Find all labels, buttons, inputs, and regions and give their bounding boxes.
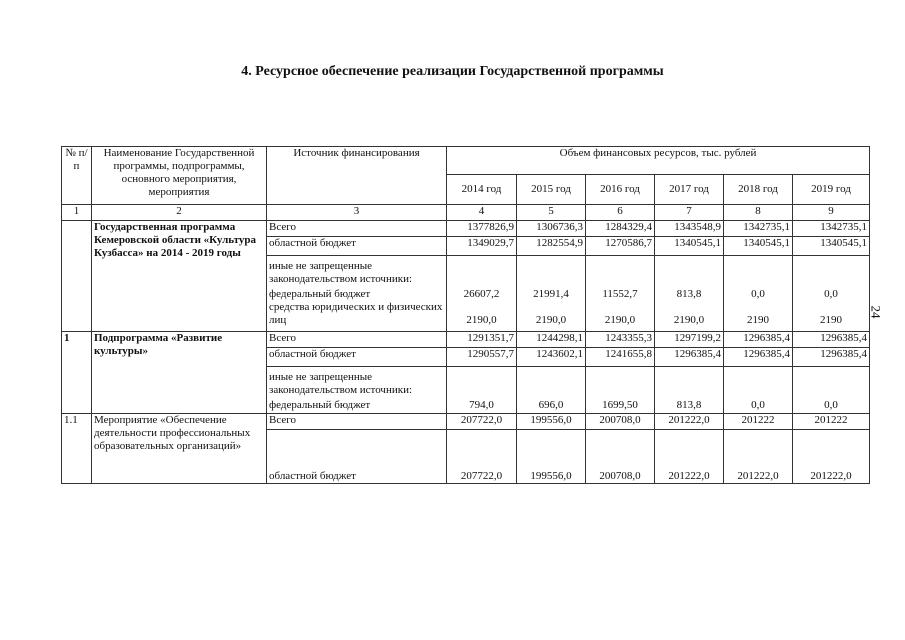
value-cell: 199556,0	[517, 430, 586, 484]
value-cell: 201222	[724, 414, 793, 430]
value-cell: 1377826,9	[447, 221, 517, 237]
value-cell: 813,8	[676, 287, 702, 300]
m11-num: 1.1	[62, 414, 92, 484]
value-cell: 1296385,4	[724, 332, 793, 348]
source-label: федеральный бюджет	[269, 287, 371, 300]
source-label: иные не запрещенные законодательством источники:	[267, 367, 447, 399]
value-cell: 1243355,3	[586, 332, 655, 348]
program-name: Государственная программа Кемеровской области «Культура Кузбасса» на 2014 - 2019 годы	[92, 221, 267, 332]
value-cell: 201222	[793, 414, 870, 430]
value-cell: 1270586,7	[586, 237, 655, 256]
value-cell: 1306736,3	[517, 221, 586, 237]
source-label: Всего	[267, 221, 447, 237]
resource-table	[61, 146, 870, 484]
value-cell: 2190	[820, 313, 843, 326]
value-cell: 1243602,1	[517, 348, 586, 367]
value-cell: 1342735,1	[724, 221, 793, 237]
header-year: 2017 год	[655, 175, 724, 205]
value-cell: 1291351,7	[447, 332, 517, 348]
source-label: областной бюджет	[267, 237, 447, 256]
value-cell: 1296385,4	[655, 348, 724, 367]
value-cell: 1284329,4	[586, 221, 655, 237]
value-cell: 1290557,7	[447, 348, 517, 367]
col-number: 7	[655, 205, 724, 221]
value-cell: 207722,0	[447, 414, 517, 430]
col-number: 3	[267, 205, 447, 221]
value-cell: 1297199,2	[655, 332, 724, 348]
source-label: областной бюджет	[267, 430, 447, 484]
value-cell: 199556,0	[517, 414, 586, 430]
program-num	[62, 221, 92, 332]
value-pair	[655, 288, 724, 332]
col-number: 5	[517, 205, 586, 221]
value-cell: 207722,0	[447, 430, 517, 484]
value-cell: 1340545,1	[793, 237, 870, 256]
m11-name: Мероприятие «Обеспечение деятельности профессиональных образовательных организаций»	[92, 414, 267, 484]
value-cell: 1296385,4	[724, 348, 793, 367]
value-cell: 1244298,1	[517, 332, 586, 348]
value-cell: 200708,0	[586, 430, 655, 484]
source-label: Всего	[267, 332, 447, 348]
value-cell: 21991,4	[533, 287, 569, 300]
source-label: иные не запрещенные законодательством источники:	[267, 256, 447, 288]
value-cell: 813,8	[655, 399, 724, 414]
value-cell: 0,0	[751, 287, 765, 300]
source-label: средства юридических и физических лиц	[269, 300, 443, 326]
source-subgroup	[267, 288, 447, 332]
sub1-name: Подпрограмма «Развитие культуры»	[92, 332, 267, 414]
value-cell: 1343548,9	[655, 221, 724, 237]
value-cell: 1296385,4	[793, 348, 870, 367]
value-cell: 200708,0	[586, 414, 655, 430]
value-cell: 1340545,1	[655, 237, 724, 256]
value-cell: 201222,0	[793, 430, 870, 484]
value-cell: 1342735,1	[793, 221, 870, 237]
header-year: 2015 год	[517, 175, 586, 205]
value-cell: 1340545,1	[724, 237, 793, 256]
value-cell: 1296385,4	[793, 332, 870, 348]
col-number: 8	[724, 205, 793, 221]
value-cell: 201222,0	[724, 430, 793, 484]
value-cell: 1241655,8	[586, 348, 655, 367]
source-label: Всего	[267, 414, 447, 430]
sub1-num: 1	[62, 332, 92, 414]
page-title: 4. Ресурсное обеспечение реализации Государственной программы	[241, 64, 664, 79]
value-pair	[724, 288, 793, 332]
value-cell: 2190,0	[604, 313, 636, 326]
page-number: 24	[868, 305, 884, 319]
value-cell: 0,0	[793, 399, 870, 414]
value-cell: 0,0	[824, 287, 838, 300]
value-pair	[517, 288, 586, 332]
value-pair	[586, 288, 655, 332]
value-cell: 201222,0	[655, 430, 724, 484]
value-pair	[447, 288, 517, 332]
value-cell: 2190,0	[466, 313, 497, 326]
source-label: федеральный бюджет	[267, 399, 447, 414]
header-year: 2014 год	[447, 175, 517, 205]
value-pair	[793, 288, 870, 332]
value-cell: 26607,2	[463, 287, 500, 300]
col-number: 2	[92, 205, 267, 221]
header-volume: Объем финансовых ресурсов, тыс. рублей	[447, 147, 870, 175]
header-name: Наименование Государственной программы, подпрограммы, основного мероприятия, мероприятия	[92, 147, 267, 205]
value-cell: 696,0	[517, 399, 586, 414]
header-year: 2019 год	[793, 175, 870, 205]
value-cell: 11552,7	[602, 287, 638, 300]
header-source: Источник финансирования	[267, 147, 447, 205]
header-num: № п/п	[62, 147, 92, 205]
header-year: 2016 год	[586, 175, 655, 205]
value-cell: 201222,0	[655, 414, 724, 430]
value-cell: 1699,50	[586, 399, 655, 414]
col-number: 6	[586, 205, 655, 221]
value-cell: 1282554,9	[517, 237, 586, 256]
value-cell: 1349029,7	[447, 237, 517, 256]
header-year: 2018 год	[724, 175, 793, 205]
source-label: областной бюджет	[267, 348, 447, 367]
value-cell: 2190	[747, 313, 769, 326]
value-cell: 0,0	[724, 399, 793, 414]
value-cell: 794,0	[447, 399, 517, 414]
col-number: 1	[62, 205, 92, 221]
value-cell: 2190,0	[535, 313, 567, 326]
col-number: 4	[447, 205, 517, 221]
value-cell: 2190,0	[673, 313, 705, 326]
col-number: 9	[793, 205, 870, 221]
